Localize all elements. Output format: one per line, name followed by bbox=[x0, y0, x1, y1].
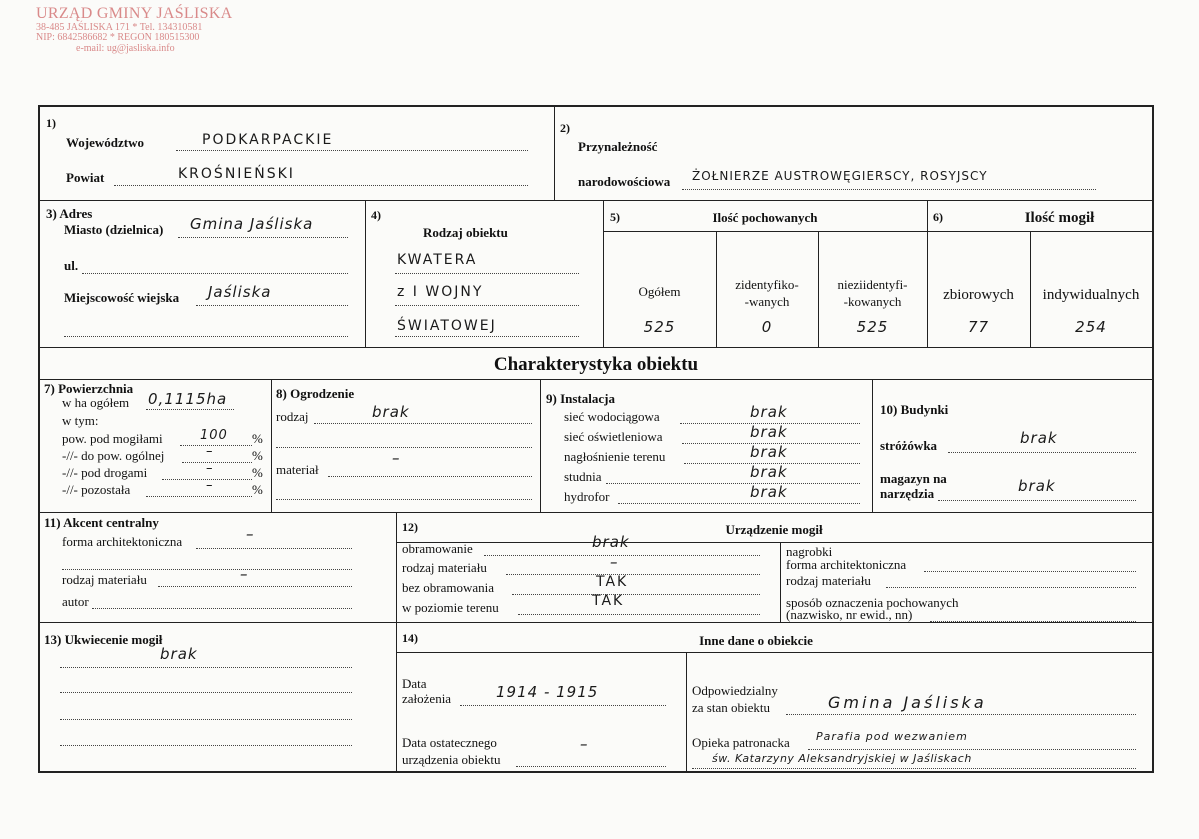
fill-line bbox=[460, 705, 666, 706]
accent-author-label: autor bbox=[62, 594, 89, 609]
divider bbox=[396, 652, 1152, 653]
identified-buried-value: 0 bbox=[761, 318, 773, 336]
divider bbox=[40, 622, 1152, 623]
no-border-value: TAK bbox=[596, 574, 629, 590]
characteristics-title: Charakterystyka obiektu bbox=[493, 354, 699, 375]
divider bbox=[396, 542, 1152, 543]
collective-graves-value: 77 bbox=[967, 318, 990, 336]
surface-heading: 7) Powierzchnia bbox=[44, 381, 134, 396]
stamp-address: 38-485 JAŚLISKA 171 * Tel. 134310581 bbox=[36, 21, 203, 33]
percent-sign: % bbox=[252, 431, 263, 446]
stamp-email: e-mail: ug@jasliska.info bbox=[76, 42, 175, 54]
unidentified-column-label-a: nieziidentyfi- bbox=[837, 277, 908, 292]
divider bbox=[686, 652, 687, 771]
fill-line bbox=[395, 273, 579, 274]
fill-line bbox=[114, 185, 528, 186]
fill-line bbox=[518, 614, 760, 615]
graves-area-label: pow. pod mogiłami bbox=[62, 431, 163, 446]
fill-line bbox=[484, 555, 760, 556]
founding-date-label-a: Data bbox=[402, 676, 427, 691]
cemetery-record-form bbox=[38, 105, 1154, 773]
fill-line bbox=[182, 462, 252, 463]
fill-line bbox=[512, 594, 760, 595]
graves-count-heading: Ilość mogił bbox=[1024, 210, 1095, 226]
object-type-line-2: z I WOJNY bbox=[397, 284, 484, 300]
well-label: studnia bbox=[564, 469, 602, 484]
flowers-value: brak bbox=[160, 645, 198, 663]
percent-sign: % bbox=[252, 482, 263, 497]
patronage-value-line-2: św. Katarzyny Aleksandryjskiej w Jaśliskach bbox=[712, 752, 972, 765]
accent-material-value: – bbox=[240, 565, 249, 583]
fill-line bbox=[180, 445, 252, 446]
lighting-label: sieć oświetleniowa bbox=[564, 429, 663, 444]
fill-line bbox=[516, 766, 666, 767]
section-4-number: 4) bbox=[371, 208, 381, 222]
fill-line bbox=[92, 608, 352, 609]
fence-heading: 8) Ogrodzenie bbox=[276, 386, 355, 401]
hydrophore-label: hydrofor bbox=[564, 489, 610, 504]
section-2-number: 2) bbox=[560, 121, 570, 135]
hectares-label: w ha ogółem bbox=[62, 395, 130, 410]
nationality-value: ŻOŁNIERZE AUSTROWĘGIERSCY, ROSYJSCY bbox=[692, 169, 988, 183]
section-12-number: 12) bbox=[402, 520, 418, 534]
fence-material-value: – bbox=[392, 449, 401, 467]
total-column-label: Ogółem bbox=[638, 284, 681, 299]
final-arrangement-label-b: urządzenia obiektu bbox=[402, 752, 501, 767]
no-border-label: bez obramowania bbox=[402, 580, 495, 595]
responsible-label-b: za stan obiektu bbox=[692, 700, 770, 715]
divider bbox=[396, 512, 397, 771]
ratio-total-value: – bbox=[206, 444, 214, 459]
fill-line bbox=[176, 150, 528, 151]
tombstones-label: nagrobki bbox=[786, 544, 833, 559]
border-label: obramowanie bbox=[402, 541, 473, 556]
fill-line bbox=[886, 587, 1136, 588]
fill-line bbox=[158, 586, 352, 587]
fill-line bbox=[786, 714, 1136, 715]
responsible-value: Gmina Jaśliska bbox=[828, 693, 987, 712]
divider bbox=[872, 379, 873, 512]
roads-area-label: -//- pod drogami bbox=[62, 465, 148, 480]
total-buried-value: 525 bbox=[643, 318, 676, 336]
accent-material-label: rodzaj materiału bbox=[62, 572, 147, 587]
stamp-office-name: URZĄD GMINY JAŚLISKA bbox=[36, 5, 233, 22]
fill-line bbox=[60, 692, 352, 693]
fill-line bbox=[692, 768, 1136, 769]
divider bbox=[40, 379, 1152, 380]
accent-form-value: – bbox=[246, 525, 255, 543]
lodge-label: stróżówka bbox=[880, 438, 938, 453]
divider bbox=[365, 200, 366, 347]
collective-column-label: zbiorowych bbox=[943, 287, 1014, 303]
divider bbox=[780, 542, 781, 622]
section-5-number: 5) bbox=[610, 210, 620, 224]
fill-line bbox=[606, 483, 860, 484]
section-1-number: 1) bbox=[46, 116, 56, 130]
patronage-label: Opieka patronacka bbox=[692, 735, 790, 750]
stamp-tax-ids: NIP: 6842586682 * REGON 180515300 bbox=[36, 32, 200, 44]
accent-form-label: forma architektoniczna bbox=[62, 534, 183, 549]
installations-heading: 9) Instalacja bbox=[546, 391, 615, 406]
final-arrangement-label-a: Data ostatecznego bbox=[402, 735, 497, 750]
unidentified-column-label-b: -kowanych bbox=[843, 294, 902, 309]
ulica-label: ul. bbox=[64, 258, 79, 273]
fill-line bbox=[60, 667, 352, 668]
tombstone-form-label: forma architektoniczna bbox=[786, 557, 907, 572]
fill-line bbox=[948, 452, 1136, 453]
fill-line bbox=[328, 476, 532, 477]
graves-area-value: 100 bbox=[200, 428, 228, 443]
identified-column-label-b: -wanych bbox=[744, 294, 790, 309]
divider bbox=[603, 231, 1152, 232]
fill-line bbox=[196, 548, 352, 549]
fill-line bbox=[276, 499, 532, 500]
unidentified-buried-value: 525 bbox=[856, 318, 889, 336]
individual-column-label: indywidualnych bbox=[1042, 287, 1140, 303]
fill-line bbox=[930, 621, 1136, 622]
grave-arrangement-heading: Urządzenie mogił bbox=[725, 522, 823, 537]
miejscowosc-value: Jaśliska bbox=[208, 283, 272, 301]
central-accent-heading: 11) Akcent centralny bbox=[44, 515, 159, 530]
ratio-total-label: -//- do pow. ogólnej bbox=[62, 448, 165, 463]
buried-count-heading: Ilość pochowanych bbox=[712, 210, 818, 225]
sound-system-label: nagłośnienie terenu bbox=[564, 449, 666, 464]
fill-line bbox=[506, 574, 760, 575]
percent-sign: % bbox=[252, 465, 263, 480]
ground-level-label: w poziomie terenu bbox=[402, 600, 499, 615]
fill-line bbox=[146, 409, 234, 410]
przynaleznosc-label: Przynależność bbox=[578, 139, 658, 154]
water-supply-label: sieć wodociągowa bbox=[564, 409, 660, 424]
divider bbox=[40, 347, 1152, 348]
address-heading: 3) Adres bbox=[46, 206, 93, 221]
wojewodztwo-label: Województwo bbox=[66, 135, 144, 150]
powiat-value: KROŚNIEŃSKI bbox=[178, 166, 295, 182]
tool-storage-label-b: narzędzia bbox=[880, 486, 935, 501]
hydrophore-value: brak bbox=[750, 483, 788, 501]
fill-line bbox=[82, 273, 348, 274]
tombstone-material-label: rodzaj materiału bbox=[786, 573, 871, 588]
border-material-label: rodzaj materiału bbox=[402, 560, 487, 575]
hectares-value: 0,1115ha bbox=[148, 390, 228, 408]
buildings-heading: 10) Budynki bbox=[880, 402, 949, 417]
ground-level-value: TAK bbox=[592, 593, 625, 609]
object-type-line-3: ŚWIATOWEJ bbox=[397, 318, 497, 334]
fill-line bbox=[62, 569, 352, 570]
fill-line bbox=[64, 336, 348, 337]
fill-line bbox=[60, 719, 352, 720]
responsible-label-a: Odpowiedzialny bbox=[692, 683, 778, 698]
fill-line bbox=[395, 305, 579, 306]
miasto-value: Gmina Jaśliska bbox=[190, 215, 314, 233]
burial-marking-label-b: (nazwisko, nr ewid., nn) bbox=[786, 607, 913, 622]
well-value: brak bbox=[750, 463, 788, 481]
lighting-value: brak bbox=[750, 423, 788, 441]
miejscowosc-label: Miejscowość wiejska bbox=[64, 290, 180, 305]
divider bbox=[40, 512, 1152, 513]
founding-date-value: 1914 - 1915 bbox=[496, 683, 599, 701]
percent-sign: % bbox=[252, 448, 263, 463]
fill-line bbox=[808, 749, 1136, 750]
identified-column-label-a: zidentyfiko- bbox=[735, 277, 799, 292]
powiat-label: Powiat bbox=[66, 170, 105, 185]
sound-system-value: brak bbox=[750, 443, 788, 461]
section-14-number: 14) bbox=[402, 631, 418, 645]
other-data-heading: Inne dane o obiekcie bbox=[699, 633, 813, 648]
fence-type-label: rodzaj bbox=[276, 409, 309, 424]
miasto-label: Miasto (dzielnica) bbox=[64, 222, 164, 237]
narodowosciowa-label: narodowościowa bbox=[578, 174, 671, 189]
border-value: brak bbox=[592, 533, 630, 551]
fill-line bbox=[618, 503, 860, 504]
roads-area-value: – bbox=[206, 461, 214, 476]
fill-line bbox=[314, 423, 532, 424]
lodge-value: brak bbox=[1020, 429, 1058, 447]
fill-line bbox=[276, 447, 532, 448]
including-label: w tym: bbox=[62, 413, 99, 428]
fill-line bbox=[196, 305, 348, 306]
patronage-value-line-1: Parafia pod wezwaniem bbox=[816, 730, 968, 743]
divider bbox=[271, 379, 272, 512]
border-material-value: – bbox=[610, 553, 619, 571]
fence-type-value: brak bbox=[372, 403, 410, 421]
fill-line bbox=[938, 500, 1136, 501]
fence-material-label: materiał bbox=[276, 462, 319, 477]
fill-line bbox=[60, 745, 352, 746]
burial-marking-label-a: sposób oznaczenia pochowanych bbox=[786, 595, 959, 610]
founding-date-label-b: założenia bbox=[402, 691, 452, 706]
water-supply-value: brak bbox=[750, 403, 788, 421]
fill-line bbox=[178, 237, 348, 238]
remaining-area-value: – bbox=[206, 478, 214, 493]
fill-line bbox=[924, 571, 1136, 572]
office-stamp bbox=[36, 6, 233, 54]
remaining-area-label: -//- pozostała bbox=[62, 482, 131, 497]
flowers-heading: 13) Ukwiecenie mogił bbox=[44, 632, 163, 647]
wojewodztwo-value: PODKARPACKIE bbox=[202, 132, 334, 148]
fill-line bbox=[146, 496, 252, 497]
divider bbox=[554, 107, 555, 200]
individual-graves-value: 254 bbox=[1075, 318, 1107, 336]
divider bbox=[540, 379, 541, 512]
final-arrangement-value: – bbox=[580, 735, 589, 753]
fill-line bbox=[682, 189, 1096, 190]
rodzaj-obiektu-label: Rodzaj obiektu bbox=[423, 225, 508, 240]
tool-storage-label-a: magazyn na bbox=[880, 471, 947, 486]
section-6-number: 6) bbox=[933, 210, 943, 224]
tool-storage-value: brak bbox=[1018, 477, 1056, 495]
fill-line bbox=[395, 336, 579, 337]
divider bbox=[40, 200, 1152, 201]
object-type-line-1: KWATERA bbox=[397, 252, 478, 268]
